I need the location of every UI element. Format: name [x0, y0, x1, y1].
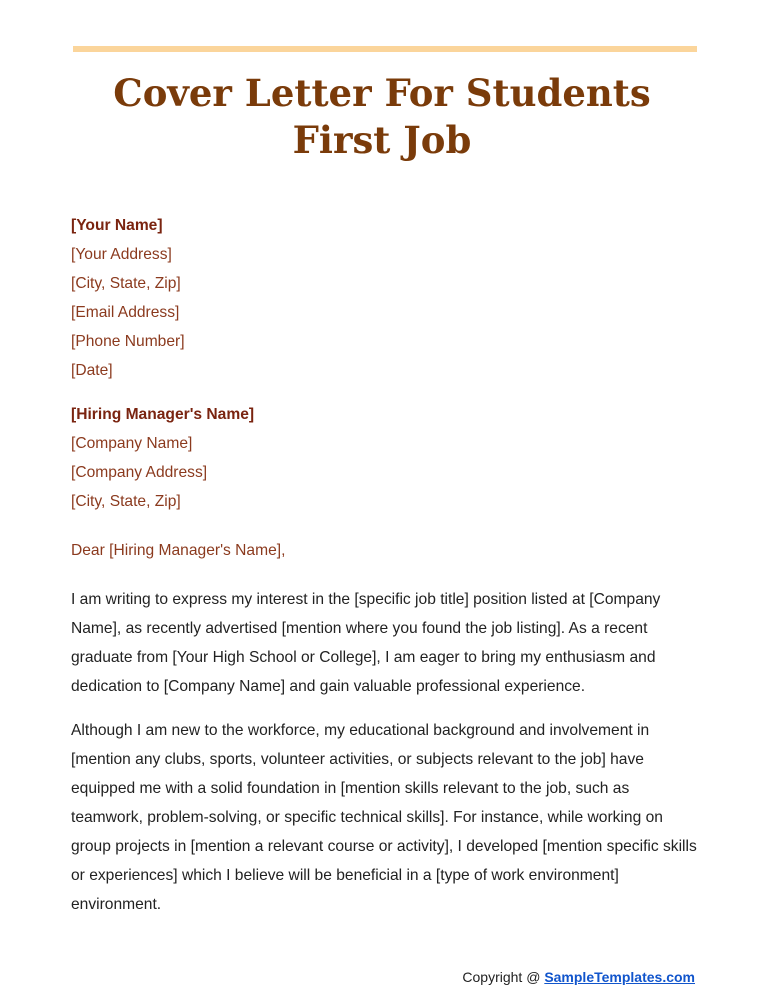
sender-block — [71, 211, 701, 385]
recipient-company: [Company Name] — [71, 435, 193, 452]
salutation: Dear [Hiring Manager's Name], — [71, 542, 286, 559]
page-title — [0, 70, 764, 164]
top-accent-rule — [73, 46, 697, 52]
sender-name: [Your Name] — [71, 217, 163, 234]
recipient-name: [Hiring Manager's Name] — [71, 406, 255, 423]
sender-address: [Your Address] — [71, 246, 172, 263]
recipient-company-address: [Company Address] — [71, 464, 208, 481]
body-paragraph-1: I am writing to express my interest in the [specific job title] position listed at [Company Name], as recently advertised [mention where you found the job listing]. As a recent graduate from [Your High School or College], I am eager to bring my enthusiasm and dedication to [Company Name] and gain valuable professional experience. — [71, 591, 661, 695]
letter-body — [71, 211, 701, 934]
sender-email: [Email Address] — [71, 304, 180, 321]
recipient-block — [71, 400, 701, 516]
copyright-footer — [462, 969, 695, 985]
letter-date: [Date] — [71, 362, 113, 379]
sample-templates-link[interactable]: SampleTemplates.com — [544, 969, 695, 985]
body-paragraph-2: Although I am new to the workforce, my educational background and involvement in [mention any clubs, sports, volunteer activities, or subjects relevant to the job] have equipped me with a solid foundation in [mention skills relevant to the job, such as teamwork, problem-solving, or specific technical skills]. For instance, while working on group projects in [mention a relevant course or activity], I developed [mention specific skills or experiences] which I believe will be beneficial in a [type of work environment] environment. — [71, 722, 697, 913]
title-line-2: First Job — [292, 118, 472, 162]
title-line-1: Cover Letter For Students — [113, 71, 651, 115]
copyright-text: Copyright @ — [462, 969, 545, 985]
sender-phone: [Phone Number] — [71, 333, 185, 350]
recipient-city-state-zip: [City, State, Zip] — [71, 493, 181, 510]
sender-city-state-zip: [City, State, Zip] — [71, 275, 181, 292]
